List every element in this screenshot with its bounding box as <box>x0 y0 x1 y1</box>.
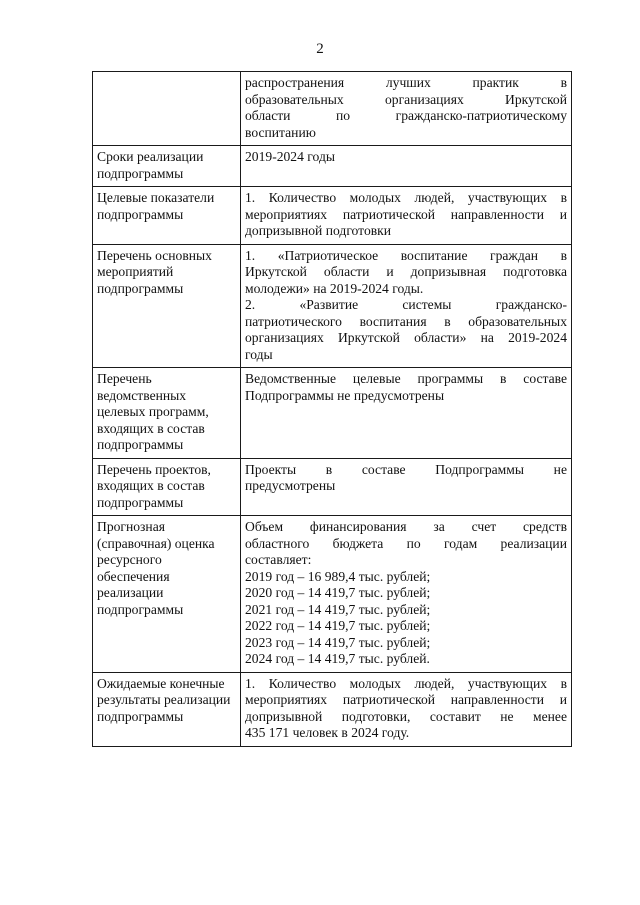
subprogram-passport-table <box>92 71 572 747</box>
value-line: 2021 год – 14 419,7 тыс. рублей; <box>245 601 431 617</box>
value-line: Ведомственные целевые программы в составе <box>245 371 567 386</box>
row-label: Перечень ведомственных целевых программ, входящих в состав подпрограммы <box>93 368 241 459</box>
table-row <box>93 368 572 459</box>
value-line: 435 171 человек в 2024 году. <box>245 725 410 740</box>
value-line: Иркутской области и допризывная подготовка <box>245 264 567 279</box>
table-row <box>93 672 572 746</box>
value-line: области по гражданско-патриотическому <box>245 108 567 123</box>
table-row <box>93 72 572 146</box>
value-line: воспитанию <box>245 124 316 140</box>
value-line: допризывной подготовки <box>245 223 392 238</box>
value-line: 2023 год – 14 419,7 тыс. рублей; <box>245 634 431 650</box>
value-line: Подпрограммы не предусмотрены <box>245 387 445 403</box>
value-line: 1. Количество молодых людей, участвующих в <box>245 675 567 691</box>
table-row <box>93 146 572 187</box>
value-line: Объем финансирования за счет средств <box>245 519 567 534</box>
row-value <box>241 672 572 746</box>
row-label: Прогнозная (справочная) оценка ресурсного обеспечения реализации подпрограммы <box>93 516 241 673</box>
value-line: 2019-2024 годы <box>245 149 335 164</box>
row-value <box>241 458 572 516</box>
value-line: 2. «Развитие системы гражданско- <box>245 297 567 312</box>
value-line: Проекты в составе Подпрограммы не <box>245 461 567 477</box>
row-label: Перечень проектов, входящих в состав подпрограммы <box>93 458 241 516</box>
value-line: годы <box>245 346 273 362</box>
value-line: 2022 год – 14 419,7 тыс. рублей; <box>245 618 431 633</box>
row-value <box>241 368 572 459</box>
value-line: 1. «Патриотическое воспитание граждан в <box>245 247 567 263</box>
row-label: Целевые показатели подпрограммы <box>93 187 241 245</box>
value-line: организациях Иркутской области» на 2019-2024 <box>245 330 567 345</box>
value-line: 2024 год – 14 419,7 тыс. рублей. <box>245 651 430 666</box>
value-line: молодежи» на 2019-2024 годы. <box>245 280 424 296</box>
value-line: допризывной подготовки, составит не менее <box>245 708 567 724</box>
table-row <box>93 244 572 368</box>
value-line: мероприятиях патриотической направленности и <box>245 206 567 222</box>
table-row <box>93 516 572 673</box>
row-value <box>241 516 572 673</box>
value-line: патриотического воспитания в образовательных <box>245 313 567 329</box>
row-value <box>241 187 572 245</box>
row-label: Перечень основных мероприятий подпрограммы <box>93 244 241 368</box>
row-value <box>241 146 572 187</box>
row-label: Сроки реализации подпрограммы <box>93 146 241 187</box>
value-line: областного бюджета по годам реализации <box>245 535 567 551</box>
value-line: 1. Количество молодых людей, участвующих в <box>245 190 567 205</box>
row-label <box>93 72 241 146</box>
value-line: предусмотрены <box>245 478 336 493</box>
value-line: распространения лучших практик в <box>245 75 567 90</box>
value-line: 2019 год – 16 989,4 тыс. рублей; <box>245 568 431 584</box>
row-label: Ожидаемые конечные результаты реализации подпрограммы <box>93 672 241 746</box>
value-line: мероприятиях патриотической направленности и <box>245 692 567 707</box>
value-line: образовательных организациях Иркутской <box>245 91 567 107</box>
table-row <box>93 187 572 245</box>
page-number: 2 <box>316 41 324 57</box>
value-line: 2020 год – 14 419,7 тыс. рублей; <box>245 585 431 600</box>
value-line: составляет: <box>245 552 312 567</box>
row-value <box>241 72 572 146</box>
table-row <box>93 458 572 516</box>
row-value <box>241 244 572 368</box>
